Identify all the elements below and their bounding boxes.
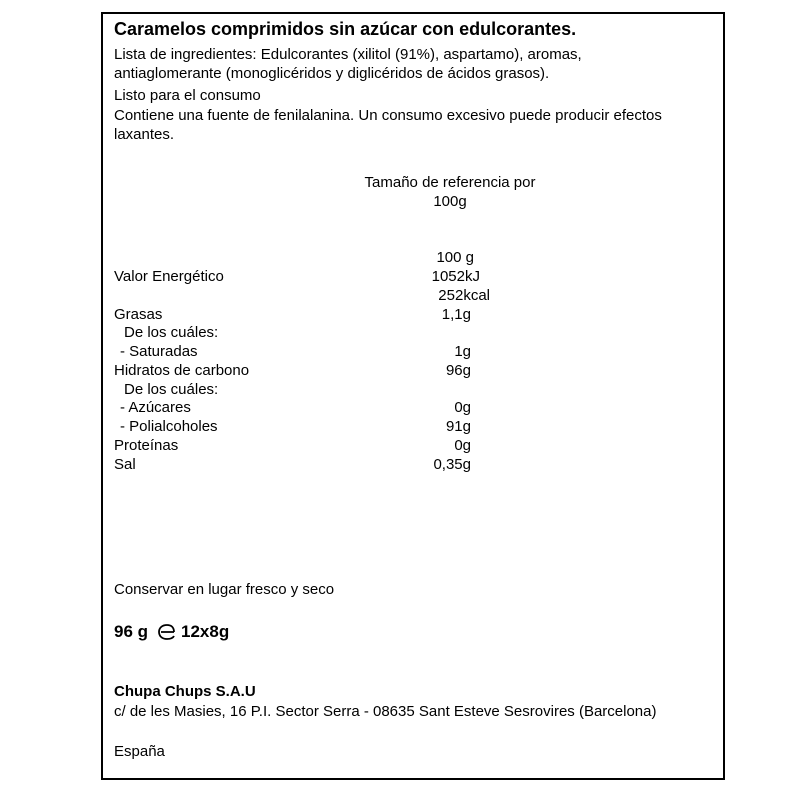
net-weight: 96 g: [114, 622, 149, 641]
carbs-label: Hidratos de carbono: [114, 362, 250, 379]
carbs-of-which-label: De los cuáles:: [124, 381, 219, 398]
company-address: c/ de les Masies, 16 P.I. Sector Serra - 08635 Sant Esteve Sesrovires (Barcelona): [114, 703, 657, 720]
energy-kj-value: 1052kJ: [431, 268, 480, 285]
saturated-value: 1g: [454, 343, 471, 360]
fat-value: 1,1g: [441, 306, 471, 323]
sugars-label: - Azúcares: [120, 399, 191, 416]
saturated-label: - Saturadas: [120, 343, 198, 360]
carbs-value: 96g: [445, 362, 471, 379]
protein-label: Proteínas: [114, 437, 179, 454]
salt-label: Sal: [114, 456, 136, 473]
energy-label: Valor Energético: [114, 268, 224, 285]
energy-kcal-value: 252kcal: [438, 287, 490, 304]
estimated-sign-icon: [157, 623, 177, 641]
company-name: Chupa Chups S.A.U: [114, 683, 256, 700]
ready-to-eat-text: Listo para el consumo: [114, 87, 261, 104]
protein-value: 0g: [454, 437, 471, 454]
reference-size-line-2: 100g: [433, 193, 467, 210]
fat-label: Grasas: [114, 306, 163, 323]
ingredients-line-2: antiaglomerante (monoglicéridos y diglicéridos de ácidos grasos).: [114, 65, 550, 82]
polyols-value: 91g: [445, 418, 471, 435]
reference-size-line-1: Tamaño de referencia por: [364, 174, 536, 191]
sugars-value: 0g: [454, 399, 471, 416]
salt-value: 0,35g: [433, 456, 471, 473]
warning-line-1: Contiene una fuente de fenilalanina. Un consumo excesivo puede producir efectos: [114, 107, 662, 124]
storage-instructions: Conservar en lugar fresco y seco: [114, 581, 335, 598]
warning-line-2: laxantes.: [114, 126, 175, 143]
nutrition-column-header: 100 g: [436, 249, 474, 266]
polyols-label: - Polialcoholes: [120, 418, 218, 435]
portion-size: 12x8g: [181, 622, 230, 641]
ingredients-line-1: Lista de ingredientes: Edulcorantes (xilitol (91%), aspartamo), aromas,: [114, 46, 582, 63]
fat-of-which-label: De los cuáles:: [124, 324, 219, 341]
country: España: [114, 743, 165, 760]
product-title: Caramelos comprimidos sin azúcar con edulcorantes.: [114, 19, 577, 39]
